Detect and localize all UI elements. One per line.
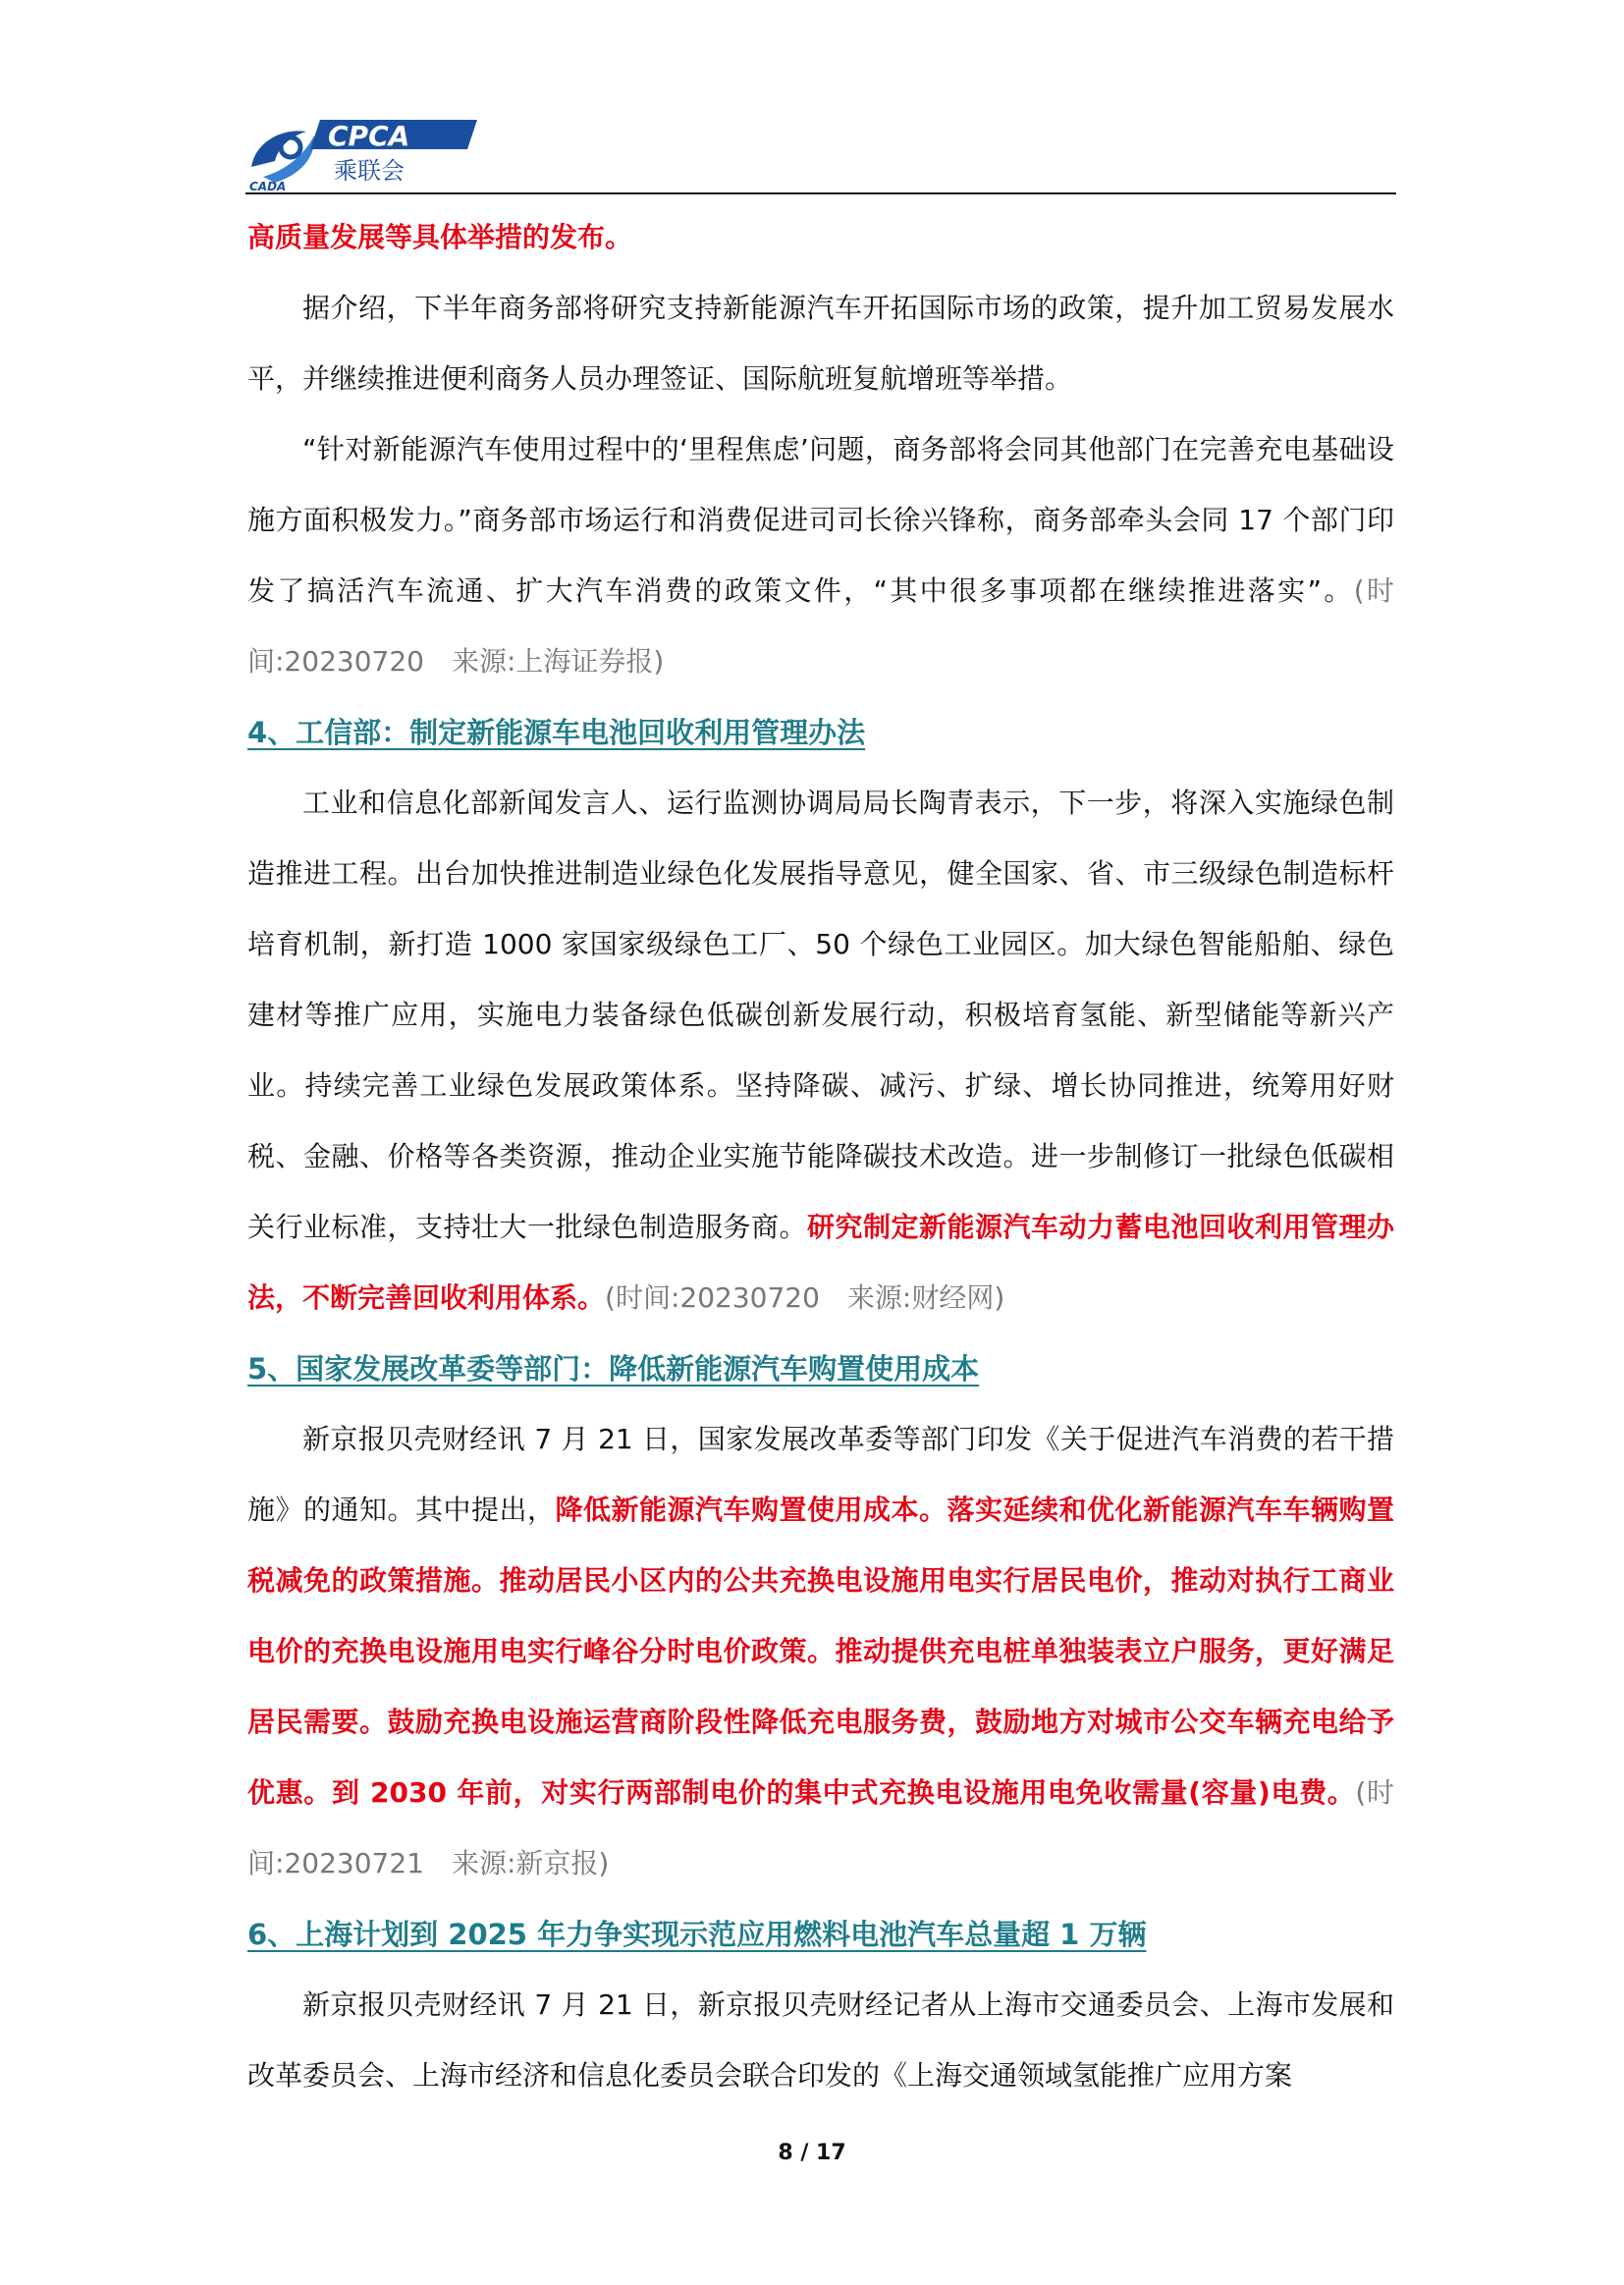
page-header bbox=[245, 106, 1396, 194]
svg-text:CADA: CADA bbox=[249, 180, 287, 192]
section-heading-5: 5、国家发展改革委等部门：降低新能源汽车购置使用成本 bbox=[247, 1352, 980, 1386]
source-note: (时间:20230720 来源:财经网) bbox=[605, 1281, 1005, 1314]
source-note: (时间:20230720 来源:上海证券报) bbox=[247, 574, 1394, 678]
paragraph-3: 工业和信息化部新闻发言人、运行监测协调局局长陶青表示，下一步，将深入实施绿色制造推进工程。出台加快推进制造业绿色化发展指导意见，健全国家、省、市三级绿色制造标杆培育机制，新打造 1000 家国家级绿色工厂、50 个绿色工业园区。加大绿色智能船舶、绿色建材等推广应用，实施电力装备绿色低碳创新发展行动，积极培育氢能、新型储能等新兴产业。持续完善工业绿色发展政策体系。坚持降碳、减污、扩绿、增长协同推进，统筹用好财税、金融、价格等各类资源，推动企业实施节能降碳技术改造。进一步制修订一批绿色低碳相关行业标准，支持壮大一批绿色制造服务商。研究制定新能源汽车动力蓄电池回收利用管理办法，不断完善回收利用体系。(时间:20230720 来源:财经网) bbox=[247, 787, 1394, 1314]
section-heading-6: 6、上海计划到 2025 年力争实现示范应用燃料电池汽车总量超 1 万辆 bbox=[247, 1918, 1147, 1951]
paragraph-2: “针对新能源汽车使用过程中的‘里程焦虑’问题，商务部将会同其他部门在完善充电基础设施方面积极发力。”商务部市场运行和消费促进司司长徐兴锋称，商务部牵头会同 17 个部门印发了搞活汽车流通、扩大汽车消费的政策文件，“其中很多事项都在继续推进落实”。(时间:20230720 来源:上海证券报) bbox=[247, 433, 1394, 678]
paragraph-1: 据介绍，下半年商务部将研究支持新能源汽车开拓国际市场的政策，提升加工贸易发展水平，并继续推进便利商务人员办理签证、国际航班复航增班等举措。 bbox=[247, 292, 1394, 395]
article-body bbox=[247, 202, 1394, 2111]
cpca-logo bbox=[245, 106, 481, 192]
svg-text:CPCA: CPCA bbox=[328, 120, 410, 152]
paragraph-5: 新京报贝壳财经讯 7 月 21 日，新京报贝壳财经记者从上海市交通委员会、上海市发展和改革委员会、上海市经济和信息化委员会联合印发的《上海交通领域氢能推广应用方案 bbox=[247, 1988, 1394, 2092]
paragraph-4: 新京报贝壳财经讯 7 月 21 日，国家发展改革委等部门印发《关于促进汽车消费的若干措施》的通知。其中提出，降低新能源汽车购置使用成本。落实延续和优化新能源汽车车辆购置税减免的政策措施。推动居民小区内的公共充换电设施用电实行居民电价，推动对执行工商业电价的充换电设施用电实行峰谷分时电价政策。推动提供充电桩单独装表立户服务，更好满足居民需要。鼓励充换电设施运营商阶段性降低充电服务费，鼓励地方对城市公交车辆充电给予优惠。到 2030 年前，对实行两部制电价的集中式充换电设施用电免收需量(容量)电费。(时间:20230721 来源:新京报) bbox=[247, 1423, 1394, 1879]
svg-text:乘联会: 乘联会 bbox=[334, 157, 405, 185]
header-divider bbox=[245, 192, 1396, 194]
source-note: (时间:20230721 来源:新京报) bbox=[247, 1776, 1394, 1879]
continued-line: 高质量发展等具体举措的发布。 bbox=[247, 221, 633, 253]
section-heading-4: 4、工信部：制定新能源车电池回收利用管理办法 bbox=[247, 716, 866, 749]
page-number: 8 / 17 bbox=[778, 2141, 846, 2165]
